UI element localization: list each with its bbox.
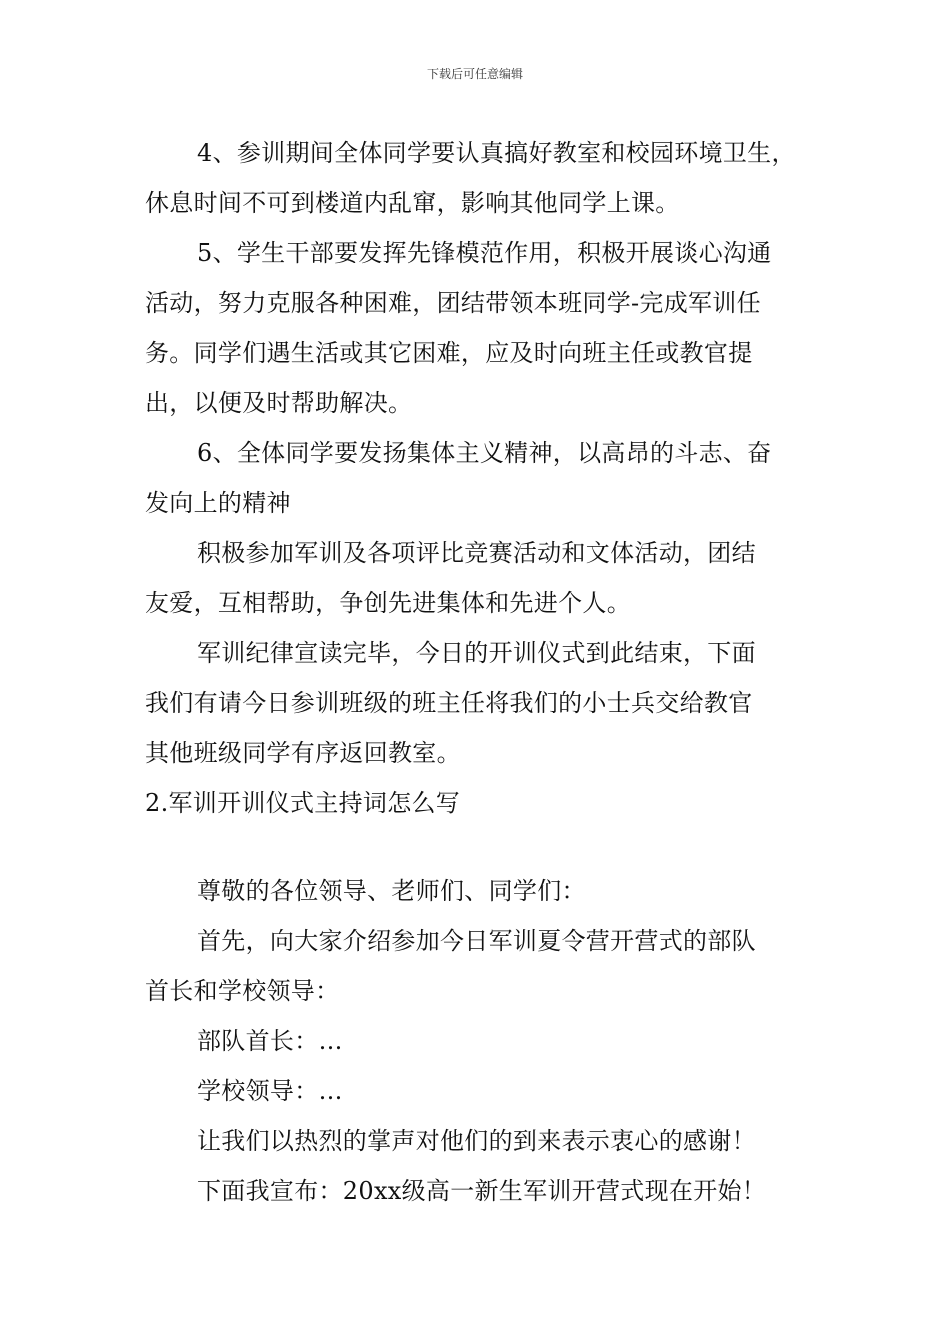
- paragraph-line: 休息时间不可到楼道内乱窜，影响其他同学上课。: [145, 189, 680, 217]
- paragraph-line: 4、参训期间全体同学要认真搞好教室和校园环境卫生，: [197, 139, 796, 167]
- paragraph-line: 尊敬的各位领导、老师们、同学们：: [197, 877, 586, 905]
- paragraph-line: 首先，向大家介绍参加今日军训夏令营开营式的部队: [197, 927, 756, 955]
- paragraph-line: 其他班级同学有序返回教室。: [145, 739, 461, 767]
- section-heading: 2.军训开训仪式主持词怎么写: [145, 789, 461, 817]
- paragraph-line: 积极参加军训及各项评比竞赛活动和文体活动，团结: [197, 539, 756, 567]
- paragraph-line: 5、学生干部要发挥先锋模范作用，积极开展谈心沟通: [197, 239, 772, 267]
- page-header: 下载后可任意编辑: [426, 67, 523, 81]
- paragraph-line: 首长和学校领导：: [145, 977, 340, 1005]
- paragraph-line: 学校领导：…: [197, 1077, 343, 1105]
- paragraph-line: 让我们以热烈的掌声对他们的到来表示衷心的感谢！: [197, 1127, 756, 1155]
- paragraph-line: 军训纪律宣读完毕，今日的开训仪式到此结束，下面: [197, 639, 756, 667]
- paragraph-line: 部队首长：…: [197, 1027, 343, 1055]
- paragraph-line: 下面我宣布：20xx级高一新生军训开营式现在开始！: [197, 1177, 767, 1205]
- paragraph-line: 务。同学们遇生活或其它困难，应及时向班主任或教官提: [145, 339, 753, 367]
- paragraph-line: 我们有请今日参训班级的班主任将我们的小士兵交给教官: [145, 689, 753, 717]
- spacer: [145, 828, 810, 866]
- paragraph-line: 6、全体同学要发扬集体主义精神，以高昂的斗志、奋: [197, 439, 772, 467]
- paragraph-line: 活动，努力克服各种困难，团结带领本班同学-完成军训任: [145, 289, 761, 317]
- paragraph-line: 友爱，互相帮助，争创先进集体和先进个人。: [145, 589, 631, 617]
- document-body: [145, 128, 810, 1216]
- paragraph-line: 出，以便及时帮助解决。: [145, 389, 413, 417]
- paragraph-line: 发向上的精神: [145, 489, 291, 517]
